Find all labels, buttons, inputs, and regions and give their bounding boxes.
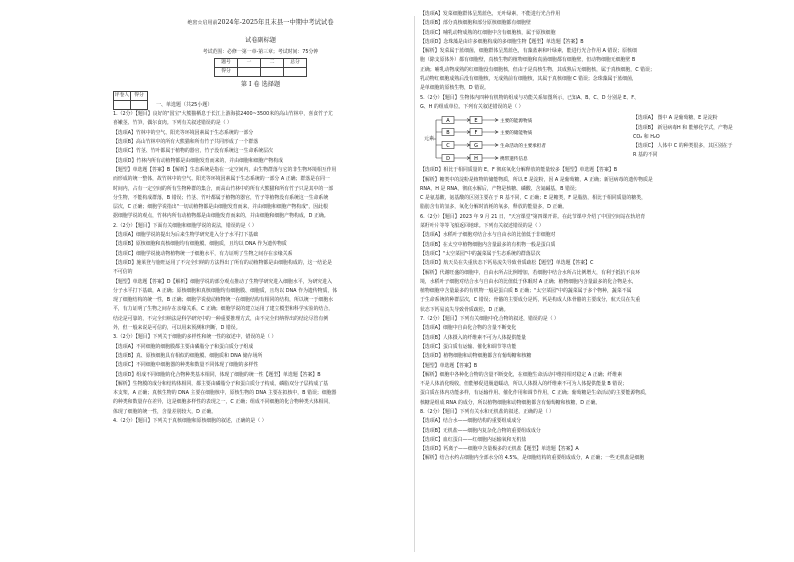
text-line: 不是人体消化吸收，但能够促进肠道蠕动，所以人体摄入的纤维素不可为人体提供能量 B 错误； [420,381,627,388]
text-line: 【选项D】钙离子——细胞中含量极多的无机盐【题型】单选题【答案】A [420,446,579,453]
text-line: 【解析】代谢旺盛的细胞中，自由水所占比例增加，若细胞中结合水所占比例增大，有利于抵抗不良环 [420,269,641,276]
text-line: 【解析】结合水约占细胞内全部水分的 4.5%，是细胞结构的重要组成成分，A 正确；一些无机盐是细胞 [420,455,645,462]
part-title: 第 I 卷 选择题 [240,80,281,88]
text-line: 境，水稻叶子细胞对结合水与自由水的比值低于休眠时 A 正确；植物细胞内含量最多的化合物是水， [420,278,637,285]
confidential-badge: 绝密☆启用前 [187,20,218,26]
score-table [214,58,307,77]
option-line: 【选项B】 新冠病毒H 和 能够化学式，产物是 [633,124,733,131]
text-line: 【选项D】航天员在失重状态下钙易流失导致骨质疏松【题型】单选题【答案】C [420,260,594,267]
function-label: 携带遗传信息 [500,157,528,163]
grader-score-label: 得分 [131,92,148,101]
text-line: 不可信的 [113,269,133,276]
text-line: 4.（2分）【题目】下列关于真核细胞和原核细胞的叙述，正确的是（ ） [113,417,267,424]
function-label: 主要的储能物质 [500,131,533,137]
question-5-options [633,114,733,160]
text-line: 7.（2分）【题目】下列有关细胞中化合物的叙述，错误的是（ ） [420,316,559,323]
exam-title-text: 2024年-2025年且末县一中期中考试试卷 [217,19,334,26]
text-line: 【选项C】血红蛋白——红细胞内运输氧和无机盐 [420,436,527,443]
text-line: 【选项B】无机盐——细胞内复杂化合物的重要组成成分 [420,427,541,434]
text-line: 【选项A】细胞中自由化合物的含量不断变化 [420,325,517,332]
text-line: 【选项A】结合水——细胞结构的重要组成成分 [420,418,522,425]
figure-rows [442,117,546,162]
text-line: 脂肪含有的氢多，氧化分解时消耗的氧多，释放的能量多，D 正确。 [420,204,568,211]
text-line: 6.（2分）【题目】2023 年 9 月 21 日，"天宫课堂"第四课开讲。在此节课中介绍了中国空间站在轨培育 [420,213,646,220]
text-line: 喜嫩茎、竹笋，偶尔食肉。下列有关叙述错误的是（ ） [113,120,232,127]
text-line: 【选项D】相比于相同质量的 E，F 彻底氧化分解释放的能量较多【题型】单选题【答案】B [420,167,618,174]
option-line: R 基的不同 [633,152,658,159]
text-line: 1.（2分）【题目】良好的"国宝"大熊猫栖息于长江上游海拔2400~3500米的高山竹林中，喜食竹子尤 [113,111,333,118]
function-label: 生命活动的主要承担者 [500,144,546,150]
macro-label: H [474,156,478,163]
text-line: 【选项B】人体摄入的纤维素不可为人体提供能量 [420,334,527,341]
score-header-cell: 二 [261,58,284,67]
text-line: 【选项C】"太空菜园"中的蔬菜属于生态系统的群落层次 [420,250,541,257]
score-row-label: 得分 [215,67,238,76]
exam-info: 考试范围：必修一第一章-第三章；考试时间：75分钟 [202,48,319,55]
column-divider [414,16,415,552]
text-line: C 是氨基酸，氨基酸的区别主要在于 R 基不同，C 正确；E 是糖类，F 是脂肪，相比于相同质量的糖类， [420,195,646,202]
text-line: 平，有力证明了生物之间存在亲缘关系，C 正确；细胞学说的建立运用了建立模型和科学实验的结合， [113,306,334,313]
text-line: 于生命系统的种群层次，C 错误；骨骼的主要成分是钙，钙是构成人体骨骼的主要成分，航天员在失重 [420,297,641,304]
arrow [482,157,498,160]
exam-title [113,18,408,28]
text-line: 【选项A】水稻叶子细胞对结合水与自由水的比值低于非细胞对 [420,232,556,239]
text-line: 的种类和数量存在差异，这是细胞多样性的表现之一，C 正确；组成不同细胞的化合物种类大体相同， [113,399,334,406]
text-line: G、H 的组成单位。下列有关叙述错误的是（ ） [420,103,524,110]
text-line: 2.（2分）【题目】下面有关细胞和细胞学说的说法，错误的是（ ） [113,222,257,229]
score-cell[interactable] [261,67,284,76]
text-line: 【选项A】不同细胞的细胞膜都主要由磷脂分子和蛋白质分子组成 [113,343,254,350]
text-line: 【选项B】在太空中植物细胞内含量最多的有机物一般是蛋白质 [420,241,556,248]
grader-row [113,91,408,110]
arrow [454,119,470,122]
text-line: 而形成的统一整体，故竹林中的空气、阳光等环境因素属于生态系统的一部分 A 正确；群落是在同一 [113,176,330,183]
left-question-text [113,110,408,426]
right-column [420,10,742,554]
text-line: 结论是可靠的，不完全归纳法是科学研究中的一种重要推理方式，由不完全归纳得出的结论尽管有例 [113,315,329,322]
text-line: 【选项C】细胞学说使动物植物统一于细胞水平，有力证明了生物之间存在亲缘关系 [113,250,293,257]
text-line: 【选项D】组成不同细胞的化合物种类基本相同，体现了细胞的统一性【题型】单选题【答案】B [113,371,321,378]
text-line: 是单细胞的原核生物，D 错误。 [420,85,489,92]
text-line: 正确；哺乳动物成熟的红细胞没有细胞核，但由于是真核生物，其成熟后无细胞核，属于真核细胞，C 错误； [420,66,655,73]
arrow [454,157,470,160]
right-question-text-bottom [420,166,742,464]
text-line: 本支架，A 正确；真核生物的 DNA 主要在细胞核中，原核生物的 DNA 主要在拟核中，B 错误；细胞器 [113,390,337,397]
left-column [113,10,408,554]
arrow [482,119,498,122]
text-line: 【选项D】竹林内所有动植物都是由细胞发育而来的，并由细胞和细胞产物构成 [113,157,284,164]
text-line: 【选项A】发菜细胞群体呈黑蓝色，无叶绿素，不能进行光合作用 [420,11,561,17]
text-line: 菜籽叶片等等飞船返回地球。下列有关叙述错误的是（ ） [420,223,544,230]
option-line: CO₂ 和 H₂O [633,133,660,140]
unit-label: B [446,130,450,137]
text-line: 【选项C】蛋白质有运输、催化和调节等功能 [420,343,517,350]
text-line: 时间内，占有一定空间的所有生物种群的集合，而高山竹林中的所有大熊猫和所有竹子只是其中的一部 [113,185,334,192]
text-line: 乳动物红细胞成熟后没有细胞核，无成熟前有细胞核，其属于真核细胞 C 错误；念珠藻属于蓝细菌， [420,76,637,83]
text-line: 状态下钙易流失导致骨质疏松，D 正确。 [420,306,509,313]
text-line: 【题型】单选题【答案】B [420,362,478,369]
text-line: 【解析】糖类中的淀粉是植物的储能物质，所以 E 是淀粉，因 A 是葡萄糖，A 正确；新冠病毒的遗传物质是 [420,176,653,183]
element-label: 元素 [424,136,435,143]
text-line: 据细胞学说的观点，竹林内所有动植物都是由细胞发育而来的，并由细胞和细胞产物构成，D 正确。 [113,213,329,220]
text-line: 外，但一般来说是可信的，可以用来预测和判断，D 错误。 [113,325,241,332]
text-line: 【题型】单选题【答案】B【解析】生态系统是指在一定空间内，由生物群落与它的非生物环境相互作用 [113,166,337,173]
text-line: 【选项C】哺乳动物成熟的红细胞中含有细胞核，属于原核细胞 [420,29,556,36]
score-header-cell: 总分 [284,58,307,67]
arrow [482,131,498,134]
exam-subtitle: 试卷副标题 [245,37,276,45]
text-line: 【选项C】竹茎、竹叶都属于植物的器官，竹子没有系统这一生命系统层次 [113,148,273,155]
text-line: 【选项B】真、原核细胞具有相似的细胞膜、细胞质和 DNA 储存场所 [113,352,263,359]
text-line: 【选项D】植物细胞和动物细胞都含有葡萄糖和核糖 [420,353,532,360]
text-line: 【选项B】高山竹林中的所有大熊猫和所有竹子共同形成了一个群落 [113,139,259,146]
text-line: 【选项D】施莱登与施旺运用了不完全归纳的方法得出了所有的动植物都是由细胞构成的，这一结论是 [113,259,332,266]
grader-cell[interactable] [114,101,131,110]
option-line: 【选项A】 图中 A 是葡萄糖，E 是淀粉 [633,115,718,122]
text-line: 胞（除支原体外）都有细胞壁，真核生物的植物细胞和真菌细胞都有细胞壁，但动物细胞无细胞壁 B [420,57,636,64]
text-line: 【选项C】不同细胞中细胞器的种类和数量不同体现了细胞的多样性 [113,362,259,369]
macro-label: G [474,143,478,150]
score-cell[interactable] [284,67,307,76]
unit-label: C [446,143,450,150]
text-line: 5.（2分）【题目】生物体内四种有机物的组成与功能关系如图所示，已知A、B、C、D 分别是 E、F、 [420,94,639,101]
option-line: 【选项C】 人体中 C 的种类很多，其区别在于 [633,143,733,150]
text-line: 分子水平打下基础，A 正确；原核细胞和真核细胞均有细胞膜、细胞质，且均以 DNA 作为遗传物质，体 [113,287,338,294]
function-label: 主要的能源物质 [500,119,533,125]
text-line: 【选项D】念珠藻是由许多细胞构成的多细胞生物【题型】单选题【答案】B [420,38,584,45]
unit-label: D [446,156,450,163]
text-line: 核糖是组成 RNA 的成分，所以植物细胞和动物细胞都含有葡萄糖和核糖，D 正确。 [420,399,601,406]
unit-label: A [446,118,450,125]
text-line: 层次，C 正确；细胞学说指出"一切动植物都是由细胞发育而来，并由细胞和细胞产物构成"，因此根 [113,204,328,211]
text-line: 植物细胞中含量最多的有机物一般是蛋白质 B 正确；"太空菜园"中的蔬菜属于多个物种，蔬菜不属 [420,288,632,295]
score-header-cell: 一 [238,58,261,67]
arrow [482,144,498,147]
grader-label: 评卷人 [114,92,131,101]
text-line: 8.（2分）【题目】下列有关水和无机盐的叙述，正确的是（ ） [420,408,555,415]
right-question-text-top [420,10,742,112]
text-line: 【解析】发菜属于蓝细菌，细胞群体呈黑蓝色，有藻蓝素和叶绿素，能进行光合作用 A 错误；原核细 [420,48,637,55]
text-line: 体现了细胞的统一性，含量差别较大，D 正确。 [113,408,217,415]
text-line: 【题型】单选题【答案】D【解析】细胞学说的部分观点推动了生物学研究进入细胞水平，为研究进入 [113,278,332,285]
grader-cell[interactable] [131,101,148,110]
macro-label: F [474,130,478,137]
arrow [454,144,470,147]
text-line: 现了细胞结构的统一性，B 正确；细胞学说使动植物统一在细胞结构有相同的结构，所以统一于细胞水 [113,297,334,304]
text-line: 3.（2分）【题目】下列关于细胞的多样性和统一性的叙述中，错误的是（ ） [113,334,277,341]
bracket-lines [433,120,442,158]
text-line: 【选项B】部分真核细胞和部分原核细胞都有细胞壁 [420,20,531,27]
text-line: 【选项A】竹林中的空气、阳光等环境因素属于生态系统的一部分 [113,129,254,136]
organic-compound-diagram [422,114,627,164]
question-5-figure [422,114,742,164]
text-line: 分生物，不能构成群落，B 错误；竹茎、竹叶都属于植物的器官，竹子等植物没有系统这一生命系统 [113,194,329,201]
text-line: 【解析】细胞中各种化合物的含量不断变化，在细胞生命活动中维持相对稳定 A 正确；纤维素 [420,371,623,378]
score-cell[interactable] [238,67,261,76]
text-line: 蛋白质在体内功能多样，有运输作用、催化作用和调节作用，C 正确；葡萄糖是生命活动的主要能源物质， [420,390,650,397]
section-title: 一、单选题（共25小题） [156,101,213,108]
text-line: 【解析】生物膜的成分和结构体相同，都主要由磷脂分子和蛋白质分子构成，磷脂双分子层构成了基 [113,380,329,387]
text-line: 【选项B】原核细胞和真核细胞均有细胞膜、细胞质，且均以 DNA 作为遗传物质 [113,241,287,248]
text-line: 【选项A】细胞学说的提出为后来生物学研究进入分子水平打下基础 [113,232,259,239]
score-header-cell: 题号 [215,58,238,67]
arrow [454,131,470,134]
text-line: RNA，H 是 RNA，彻底水解后，产物是核糖、磷酸、含氮碱基，B 错误； [420,185,580,192]
macro-label: E [474,118,478,125]
grader-table [113,91,148,110]
